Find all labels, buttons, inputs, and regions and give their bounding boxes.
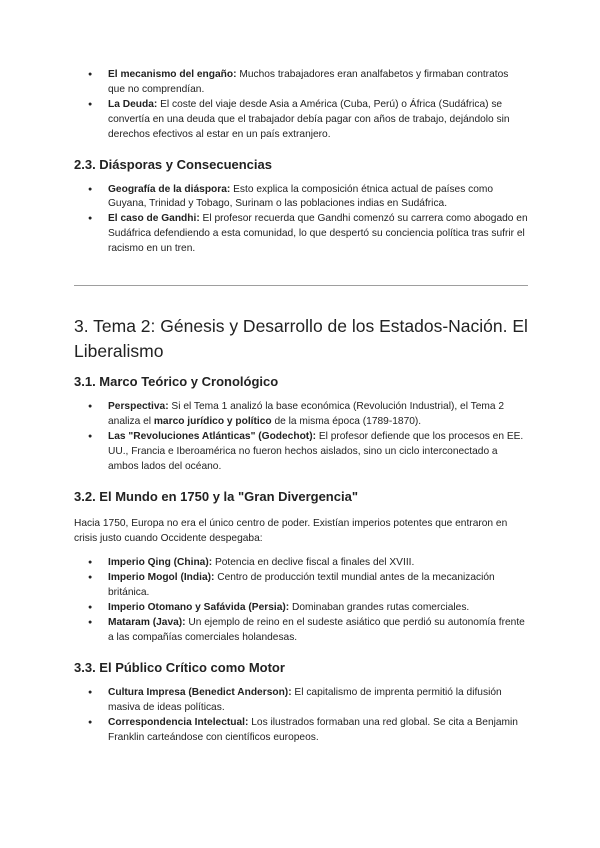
s33-bullet-list	[74, 686, 528, 746]
item-term: Imperio Otomano y Safávida (Persia):	[108, 602, 290, 614]
item-emphasis: marco jurídico y político	[153, 415, 272, 427]
item-text: Esto explica la composición étnica actual de países como Guyana, Trinidad y Tobago, Surinam o las poblaciones indias en Sudáfrica.	[108, 183, 494, 210]
item-text: Potencia en declive fiscal a finales del XVIII.	[212, 557, 415, 569]
list-item	[74, 400, 528, 430]
item-term: Perspectiva:	[108, 401, 169, 413]
item-text: Dominaban grandes rutas comerciales.	[289, 602, 470, 614]
item-text: El profesor defiende que los procesos en EE. UU., Francia e Iberoamérica no fueron hechos aislados, sino un ciclo interconectado a ambos lados del océano.	[108, 430, 524, 472]
item-text: de la misma época (1789-1870).	[271, 415, 422, 427]
s23-bullet-list	[74, 183, 528, 258]
list-item	[74, 686, 528, 716]
item-term: El caso de Gandhi:	[108, 213, 200, 225]
item-term: Correspondencia Intelectual:	[108, 716, 249, 728]
section-heading-2-3: 2.3. Diásporas y Consecuencias	[74, 156, 272, 172]
item-term: El mecanismo del engaño:	[108, 69, 237, 80]
item-term: Imperio Mogol (India):	[108, 572, 215, 584]
list-item	[74, 212, 528, 257]
item-term: Mataram (Java):	[108, 617, 186, 629]
list-item	[74, 98, 528, 143]
list-item	[74, 716, 528, 746]
section-intro-paragraph: Hacia 1750, Europa no era el único centro de poder. Existían imperios potentes que entraron en crisis justo cuando Occidente despegaba:	[74, 517, 508, 544]
item-text: Un ejemplo de reino en el sudeste asiático que perdió su autonomía frente a las compañías comerciales holandesas.	[108, 617, 525, 643]
item-term: Geografía de la diáspora:	[108, 183, 231, 195]
item-term: La Deuda:	[108, 98, 158, 110]
top-bullet-list	[74, 68, 528, 143]
list-item	[74, 430, 528, 475]
item-text: El coste del viaje desde Asia a América (Cuba, Perú) o África (Sudáfrica) se convertía en una deuda que el trabajador debía pagar con años de trabajo, dejándolo sin derechos efectivos al estar en un país extranjero.	[108, 98, 510, 140]
section-heading-3-2: 3.2. El Mundo en 1750 y la "Gran Divergencia"	[74, 488, 358, 504]
item-text: Si el Tema 1 analizó la base económica (Revolución Industrial), el Tema 2 analiza el	[108, 401, 505, 427]
list-item	[74, 68, 528, 98]
item-term: Cultura Impresa (Benedict Anderson):	[108, 686, 292, 698]
item-text: El capitalismo de imprenta permitió la difusión masiva de ideas políticas.	[108, 686, 502, 713]
horizontal-divider	[74, 285, 528, 286]
list-item	[74, 601, 528, 616]
section-heading-3-1: 3.1. Marco Teórico y Cronológico	[74, 374, 279, 390]
item-text: Los ilustrados formaban una red global. Se cita a Benjamin Franklin carteándose con científicos europeos.	[108, 716, 518, 743]
item-term: Imperio Qing (China):	[108, 557, 213, 569]
s32-bullet-list	[74, 556, 528, 645]
item-text: Centro de producción textil mundial antes de la mecanización británica.	[108, 572, 495, 599]
s31-bullet-list	[74, 400, 528, 475]
list-item	[74, 616, 528, 646]
item-text: El profesor recuerda que Gandhi comenzó su carrera como abogado en Sudáfrica defendiendo a esta comunidad, lo que despertó su conciencia política tras sufrir el racismo en un tren.	[108, 213, 528, 255]
item-text: Muchos trabajadores eran analfabetos y firmaban contratos que no comprendían.	[108, 69, 509, 95]
list-item	[74, 571, 528, 601]
chapter-heading: 3. Tema 2: Génesis y Desarrollo de los Estados-Nación. El Liberalismo	[74, 316, 528, 362]
item-term: Las "Revoluciones Atlánticas" (Godechot):	[108, 430, 316, 442]
section-heading-3-3: 3.3. El Público Crítico como Motor	[74, 659, 285, 675]
document-content	[74, 68, 528, 745]
list-item	[74, 183, 528, 213]
list-item	[74, 556, 528, 571]
